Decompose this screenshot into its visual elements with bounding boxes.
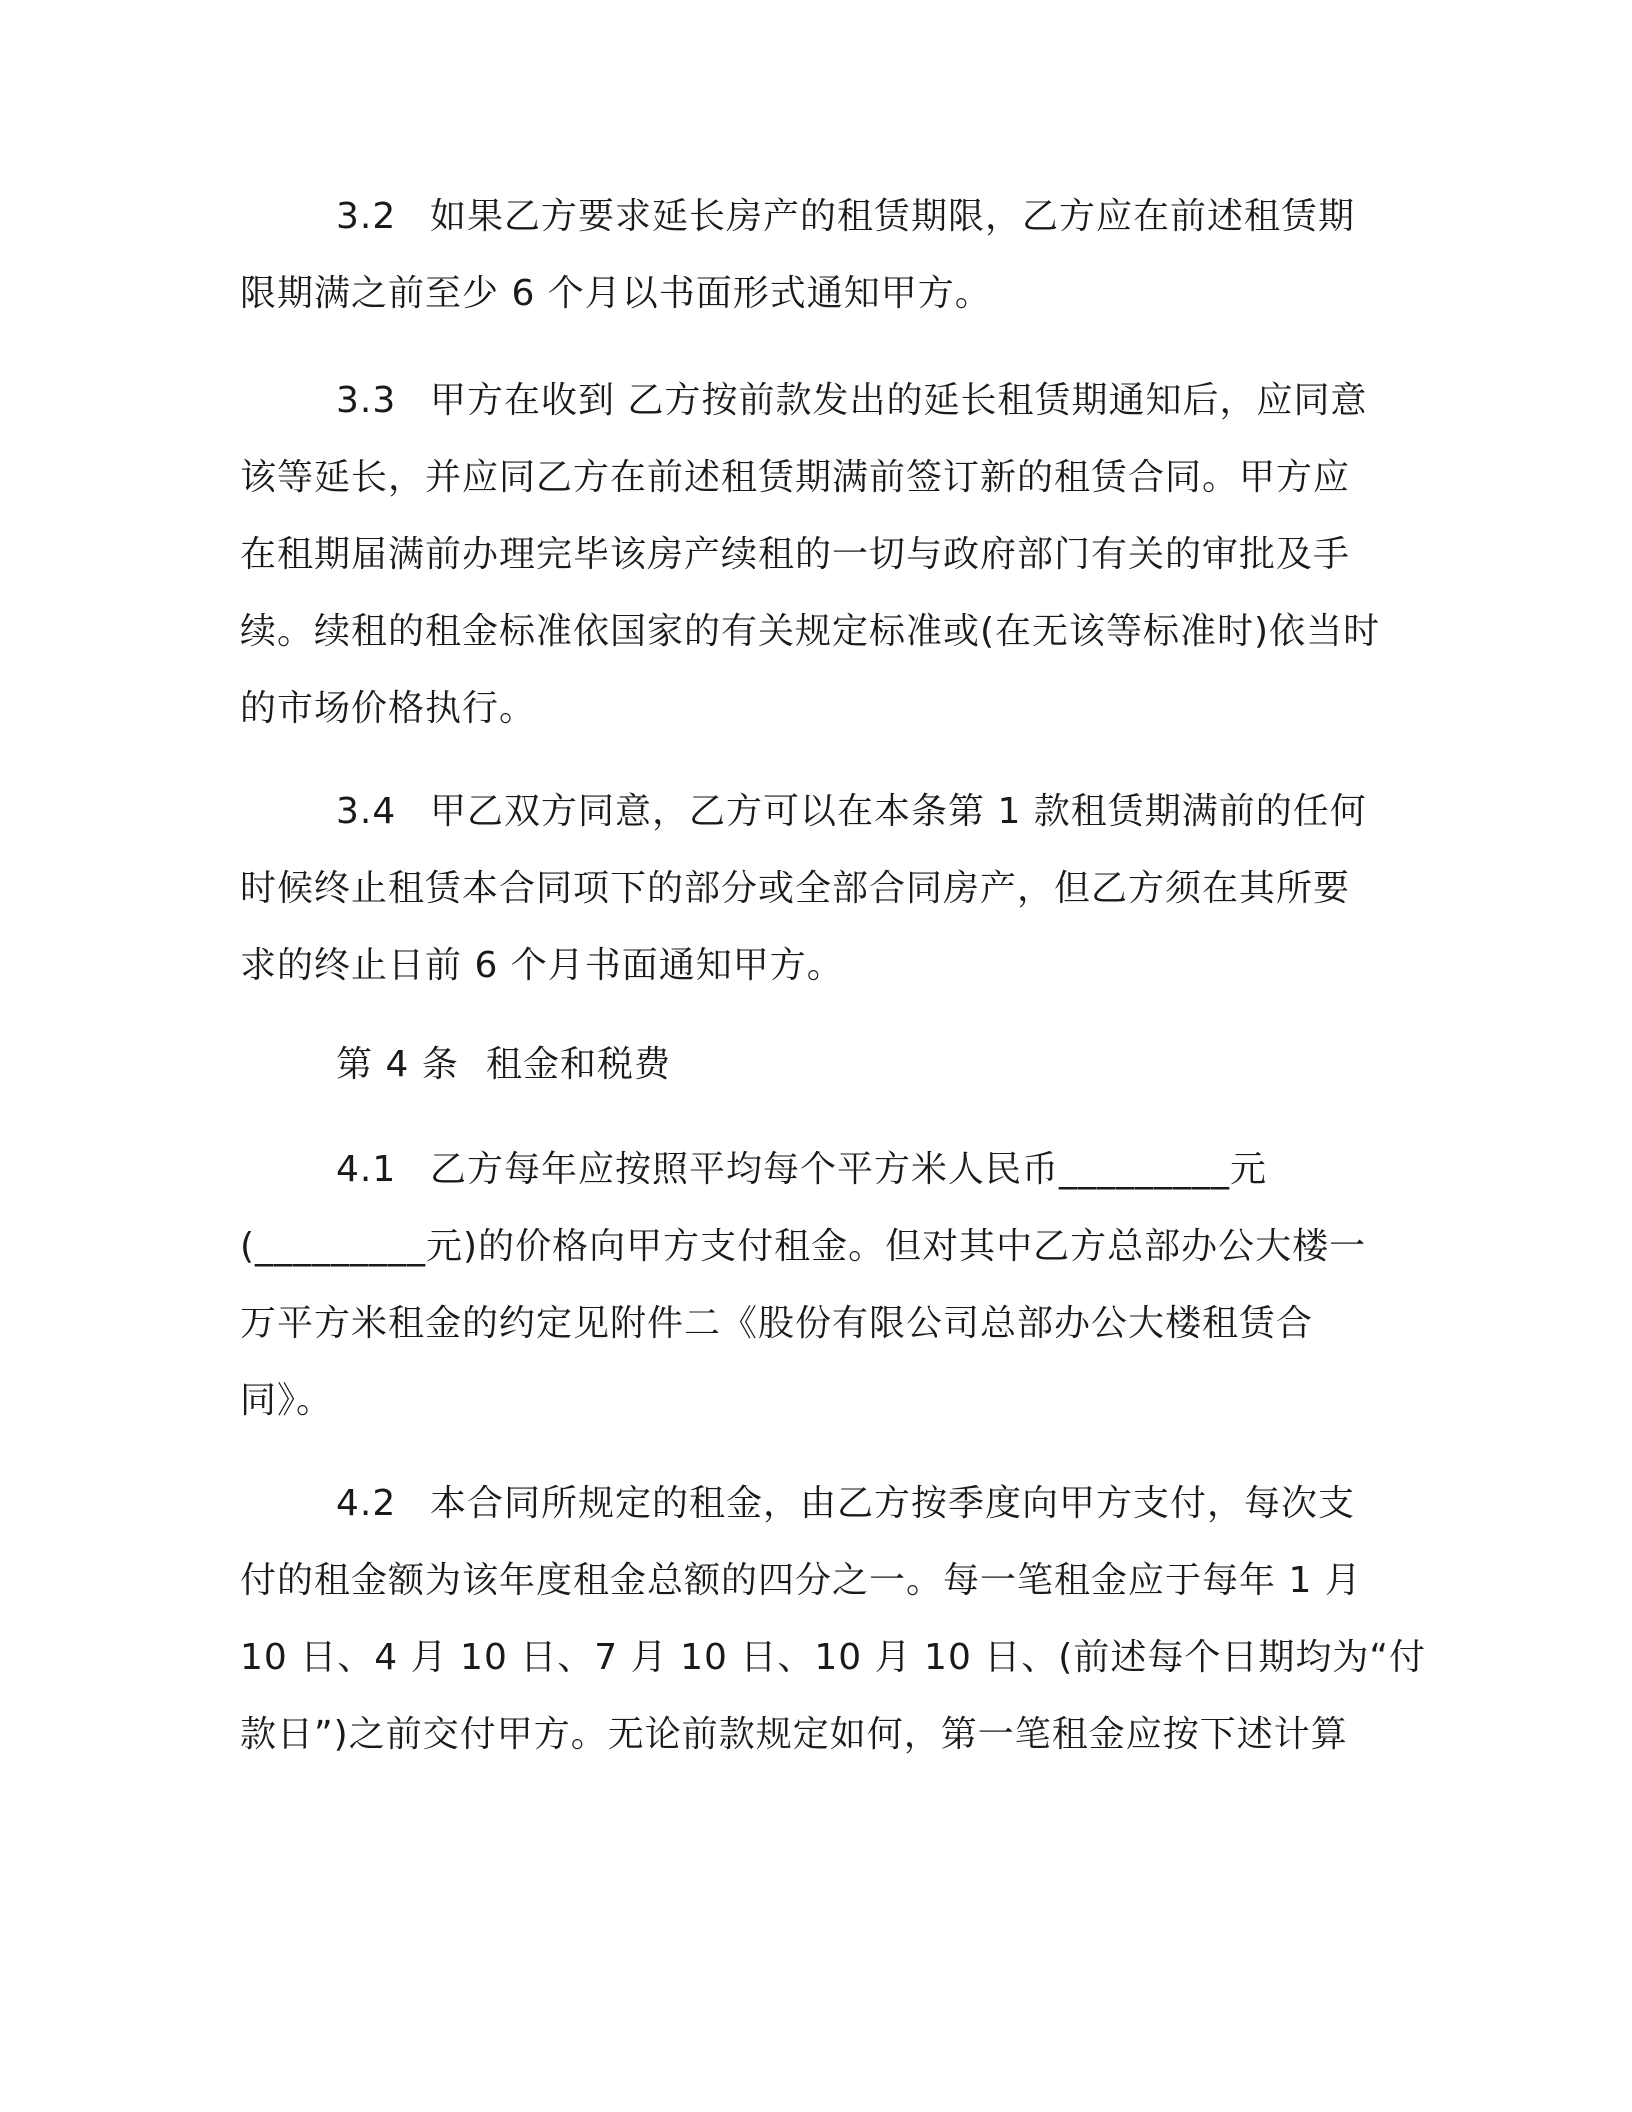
clause-text-line: 乙方每年应按照平均每个平方米人民币_________元 [430, 1149, 1268, 1190]
clause-number: 3.4 [336, 791, 397, 832]
clause-3-2-first-line [240, 178, 1400, 255]
clause-3-4 [240, 773, 1400, 1004]
clause-text-line: 甲乙双方同意，乙方可以在本条第 1 款租赁期满前的任何 [430, 791, 1367, 832]
clause-4-2-first-line [240, 1465, 1400, 1542]
clause-text-line: 如果乙方要求延长房产的租赁期限，乙方应在前述租赁期 [430, 196, 1356, 237]
clause-4-1-first-line [240, 1131, 1400, 1208]
article-4-heading [240, 1026, 1400, 1103]
clause-text-line: 万平方米租金的约定见附件二《股份有限公司总部办公大楼租赁合 [240, 1303, 1314, 1344]
clause-3-4-first-line [240, 773, 1400, 850]
clause-text-line: 甲方在收到 乙方按前款发出的延长租赁期通知后，应同意 [430, 380, 1368, 421]
article-number: 第 4 条 [336, 1044, 459, 1085]
clause-text-line: (_________元)的价格向甲方支付租金。但对其中乙方总部办公大楼一 [240, 1226, 1367, 1267]
clause-4-2 [240, 1465, 1426, 1773]
clause-text-line: 本合同所规定的租金，由乙方按季度向甲方支付，每次支 [430, 1483, 1356, 1524]
clause-text-line: 该等延长，并应同乙方在前述租赁期满前签订新的租赁合同。甲方应 [240, 457, 1351, 498]
article-heading-line [240, 1026, 1400, 1103]
clause-text-line: 求的终止日前 6 个月书面通知甲方。 [240, 945, 844, 986]
clause-4-1 [240, 1131, 1400, 1439]
clause-text-line: 款日”)之前交付甲方。无论前款规定如何，第一笔租金应按下述计算 [240, 1714, 1348, 1755]
clause-text-line: 续。续租的租金标准依国家的有关规定标准或(在无该等标准时)依当时 [240, 611, 1381, 652]
clause-text-line: 在租期届满前办理完毕该房产续租的一切与政府部门有关的审批及手 [240, 534, 1351, 575]
clause-3-2 [240, 178, 1400, 332]
clause-text-line: 时候终止租赁本合同项下的部分或全部合同房产，但乙方须在其所要 [240, 868, 1351, 909]
clause-number: 3.2 [336, 196, 397, 237]
article-title: 租金和税费 [486, 1044, 672, 1085]
clause-number: 4.2 [336, 1483, 397, 1524]
clause-number: 3.3 [336, 380, 397, 421]
clause-3-3 [240, 362, 1400, 747]
clause-text-line: 同》。 [240, 1380, 334, 1421]
clause-text-line: 10 日、4 月 10 日、7 月 10 日、10 月 10 日、(前述每个日期均为“付 [240, 1637, 1426, 1678]
clause-number: 4.1 [336, 1149, 397, 1190]
clause-text-line: 限期满之前至少 6 个月以书面形式通知甲方。 [240, 273, 992, 314]
clause-text-line: 的市场价格执行。 [240, 688, 537, 729]
clause-text-line: 付的租金额为该年度租金总额的四分之一。每一笔租金应于每年 1 月 [240, 1560, 1362, 1601]
clause-3-3-first-line [240, 362, 1400, 439]
